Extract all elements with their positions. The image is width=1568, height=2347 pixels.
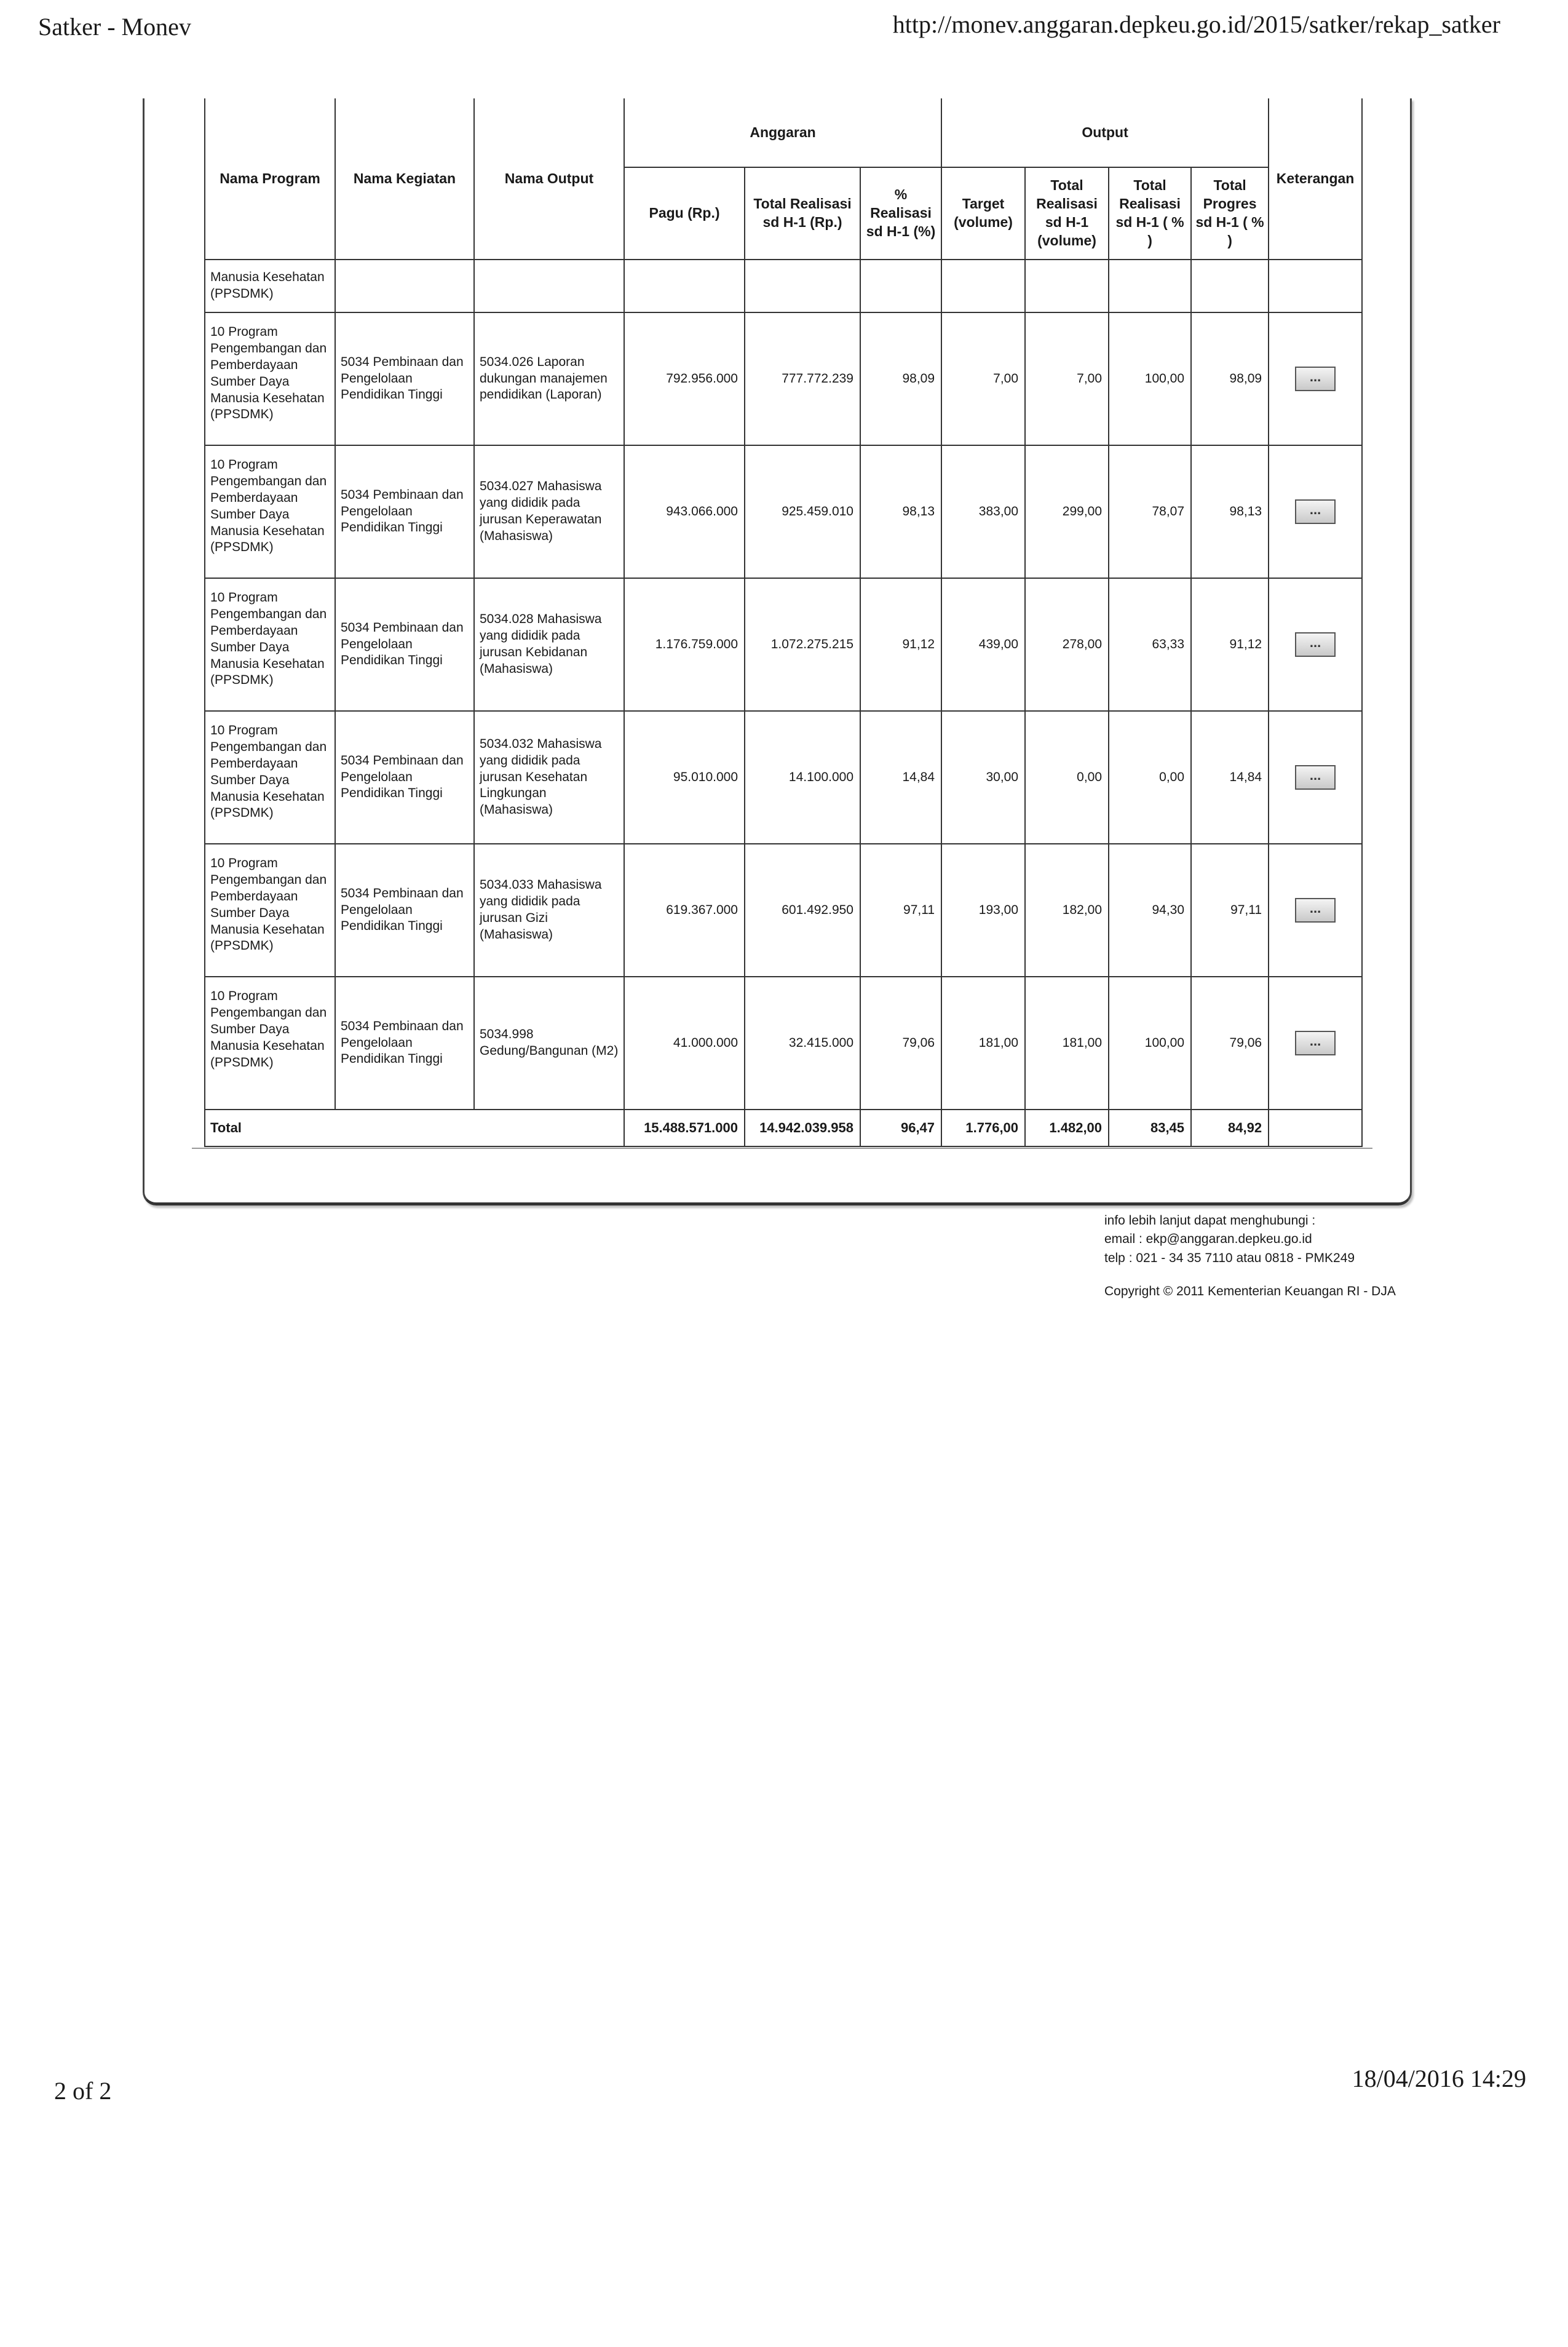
- cell-target: 193,00: [941, 844, 1025, 977]
- cell-kegiatan: 5034 Pembinaan dan Pengelolaan Pendidikan Tinggi: [335, 578, 474, 711]
- contact-email: email : ekp@anggaran.depkeu.go.id: [1104, 1232, 1312, 1247]
- cell-total-realisasi: 777.772.239: [745, 312, 860, 445]
- cell-pct-realisasi: 98,13: [860, 445, 941, 578]
- cell-total-realisasi-vol: 182,00: [1025, 844, 1109, 977]
- cell-total-realisasi: 601.492.950: [745, 844, 860, 977]
- cell-program: 10 Program Pengembangan dan Pemberdayaan Sumber Daya Manusia Kesehatan (PPSDMK): [205, 711, 335, 844]
- total-pct-realisasi: 96,47: [860, 1110, 941, 1146]
- cell-total-progres: 98,09: [1191, 312, 1269, 445]
- cell-pct-realisasi: 91,12: [860, 578, 941, 711]
- cell-total-realisasi-vol: 181,00: [1025, 977, 1109, 1110]
- cell-total-realisasi-vol: 278,00: [1025, 578, 1109, 711]
- cell-total-realisasi: 1.072.275.215: [745, 578, 860, 711]
- col-nama-output: Nama Output: [474, 98, 624, 260]
- cell-kegiatan: 5034 Pembinaan dan Pengelolaan Pendidikan Tinggi: [335, 711, 474, 844]
- cell-total-realisasi-pct: 100,00: [1109, 312, 1191, 445]
- print-footer-datetime: 18/04/2016 14:29: [1352, 2065, 1526, 2092]
- table-row: [205, 445, 1362, 578]
- cell-target: 439,00: [941, 578, 1025, 711]
- contact-phone: telp : 021 - 34 35 7110 atau 0818 - PMK249: [1104, 1250, 1355, 1265]
- cell-keterangan: [1269, 711, 1362, 844]
- cell-pagu: 619.367.000: [624, 844, 745, 977]
- total-label: Total: [205, 1110, 624, 1146]
- contact-line: info lebih lanjut dapat menghubungi :: [1104, 1213, 1316, 1228]
- cell-target: 181,00: [941, 977, 1025, 1110]
- total-target: 1.776,00: [941, 1110, 1025, 1146]
- cell-pagu: 41.000.000: [624, 977, 745, 1110]
- copyright: Copyright © 2011 Kementerian Keuangan RI - DJA: [1104, 1284, 1396, 1298]
- cell-kegiatan: 5034 Pembinaan dan Pengelolaan Pendidikan Tinggi: [335, 312, 474, 445]
- cell-target: 383,00: [941, 445, 1025, 578]
- cell-program: Manusia Kesehatan (PPSDMK): [205, 260, 335, 312]
- print-header-url: http://monev.anggaran.depkeu.go.id/2015/satker/rekap_satker: [892, 10, 1500, 38]
- total-pagu: 15.488.571.000: [624, 1110, 745, 1146]
- cell-output: 5034.033 Mahasiswa yang dididik pada jurusan Gizi (Mahasiswa): [474, 844, 624, 977]
- total-realisasi-vol: 1.482,00: [1025, 1110, 1109, 1146]
- cell-output: 5034.998 Gedung/Bangunan (M2): [474, 977, 624, 1110]
- cell-total-realisasi: 925.459.010: [745, 445, 860, 578]
- cell-total-realisasi: 32.415.000: [745, 977, 860, 1110]
- cell-total-progres: 14,84: [1191, 711, 1269, 844]
- cell-total-realisasi-vol: 7,00: [1025, 312, 1109, 445]
- table-total-row: [205, 1110, 1362, 1146]
- table-row-continued: [205, 260, 1362, 312]
- cell-total-realisasi-vol: 0,00: [1025, 711, 1109, 844]
- col-nama-kegiatan: Nama Kegiatan: [335, 98, 474, 260]
- group-output: Output: [941, 98, 1269, 167]
- divider: [192, 1148, 1372, 1149]
- table-row: [205, 578, 1362, 711]
- cell-pct-realisasi: 97,11: [860, 844, 941, 977]
- cell-pagu: 95.010.000: [624, 711, 745, 844]
- keterangan-detail-button[interactable]: ...: [1295, 367, 1336, 391]
- col-total-realisasi-pct: Total Realisasi sd H-1 ( % ): [1109, 167, 1191, 260]
- cell-output: 5034.028 Mahasiswa yang dididik pada jurusan Kebidanan (Mahasiswa): [474, 578, 624, 711]
- keterangan-detail-button[interactable]: ...: [1295, 765, 1336, 790]
- keterangan-detail-button[interactable]: ...: [1295, 632, 1336, 657]
- cell-keterangan: [1269, 844, 1362, 977]
- cell-total-progres: 97,11: [1191, 844, 1269, 977]
- cell-pct-realisasi: 14,84: [860, 711, 941, 844]
- cell-total-progres: 98,13: [1191, 445, 1269, 578]
- col-pct-realisasi: % Realisasi sd H-1 (%): [860, 167, 941, 260]
- col-target: Target (volume): [941, 167, 1025, 260]
- cell-keterangan: [1269, 977, 1362, 1110]
- col-keterangan: Keterangan: [1269, 98, 1362, 260]
- cell-total-realisasi-pct: 94,30: [1109, 844, 1191, 977]
- keterangan-detail-button[interactable]: ...: [1295, 1031, 1336, 1055]
- table-row: [205, 312, 1362, 445]
- cell-total-progres: 79,06: [1191, 977, 1269, 1110]
- group-anggaran: Anggaran: [624, 98, 941, 167]
- print-footer-page: 2 of 2: [54, 2077, 112, 2105]
- cell-total-realisasi-pct: 63,33: [1109, 578, 1191, 711]
- cell-target: 7,00: [941, 312, 1025, 445]
- keterangan-detail-button[interactable]: ...: [1295, 898, 1336, 923]
- total-realisasi: 14.942.039.958: [745, 1110, 860, 1146]
- cell-total-realisasi-pct: 78,07: [1109, 445, 1191, 578]
- cell-target: 30,00: [941, 711, 1025, 844]
- cell-pct-realisasi: 79,06: [860, 977, 941, 1110]
- table-row: [205, 844, 1362, 977]
- cell-kegiatan: 5034 Pembinaan dan Pengelolaan Pendidikan Tinggi: [335, 844, 474, 977]
- contact-info: [1104, 1212, 1355, 1268]
- cell-kegiatan: 5034 Pembinaan dan Pengelolaan Pendidikan Tinggi: [335, 445, 474, 578]
- total-realisasi-pct: 83,45: [1109, 1110, 1191, 1146]
- cell-output: 5034.026 Laporan dukungan manajemen pendidikan (Laporan): [474, 312, 624, 445]
- cell-total-realisasi-pct: 100,00: [1109, 977, 1191, 1110]
- cell-keterangan: [1269, 445, 1362, 578]
- cell-pagu: 1.176.759.000: [624, 578, 745, 711]
- table-row: [205, 711, 1362, 844]
- col-nama-program: Nama Program: [205, 98, 335, 260]
- rekap-satker-table: [204, 98, 1363, 1147]
- print-header-title: Satker - Monev: [38, 13, 191, 41]
- cell-pagu: 943.066.000: [624, 445, 745, 578]
- col-total-progres: Total Progres sd H-1 ( % ): [1191, 167, 1269, 260]
- keterangan-detail-button[interactable]: ...: [1295, 499, 1336, 524]
- cell-kegiatan: 5034 Pembinaan dan Pengelolaan Pendidikan Tinggi: [335, 977, 474, 1110]
- cell-pagu: 792.956.000: [624, 312, 745, 445]
- cell-total-realisasi-pct: 0,00: [1109, 711, 1191, 844]
- cell-program: 10 Program Pengembangan dan Pemberdayaan Sumber Daya Manusia Kesehatan (PPSDMK): [205, 445, 335, 578]
- cell-keterangan: [1269, 578, 1362, 711]
- table-header-row-1: [205, 98, 1362, 167]
- col-total-realisasi-vol: Total Realisasi sd H-1 (volume): [1025, 167, 1109, 260]
- cell-program: 10 Program Pengembangan dan Pemberdayaan Sumber Daya Manusia Kesehatan (PPSDMK): [205, 578, 335, 711]
- cell-output: 5034.032 Mahasiswa yang dididik pada jurusan Kesehatan Lingkungan (Mahasiswa): [474, 711, 624, 844]
- cell-program: 10 Program Pengembangan dan Pemberdayaan Sumber Daya Manusia Kesehatan (PPSDMK): [205, 844, 335, 977]
- table-row: [205, 977, 1362, 1110]
- cell-program: 10 Program Pengembangan dan Pemberdayaan Sumber Daya Manusia Kesehatan (PPSDMK): [205, 312, 335, 445]
- total-progres: 84,92: [1191, 1110, 1269, 1146]
- cell-pct-realisasi: 98,09: [860, 312, 941, 445]
- cell-total-realisasi: 14.100.000: [745, 711, 860, 844]
- cell-keterangan: [1269, 312, 1362, 445]
- cell-output: 5034.027 Mahasiswa yang dididik pada jurusan Keperawatan (Mahasiswa): [474, 445, 624, 578]
- cell-total-progres: 91,12: [1191, 578, 1269, 711]
- col-total-realisasi: Total Realisasi sd H-1 (Rp.): [745, 167, 860, 260]
- cell-program: 10 Program Pengembangan dan Sumber Daya Manusia Kesehatan (PPSDMK): [205, 977, 335, 1110]
- col-pagu: Pagu (Rp.): [624, 167, 745, 260]
- cell-total-realisasi-vol: 299,00: [1025, 445, 1109, 578]
